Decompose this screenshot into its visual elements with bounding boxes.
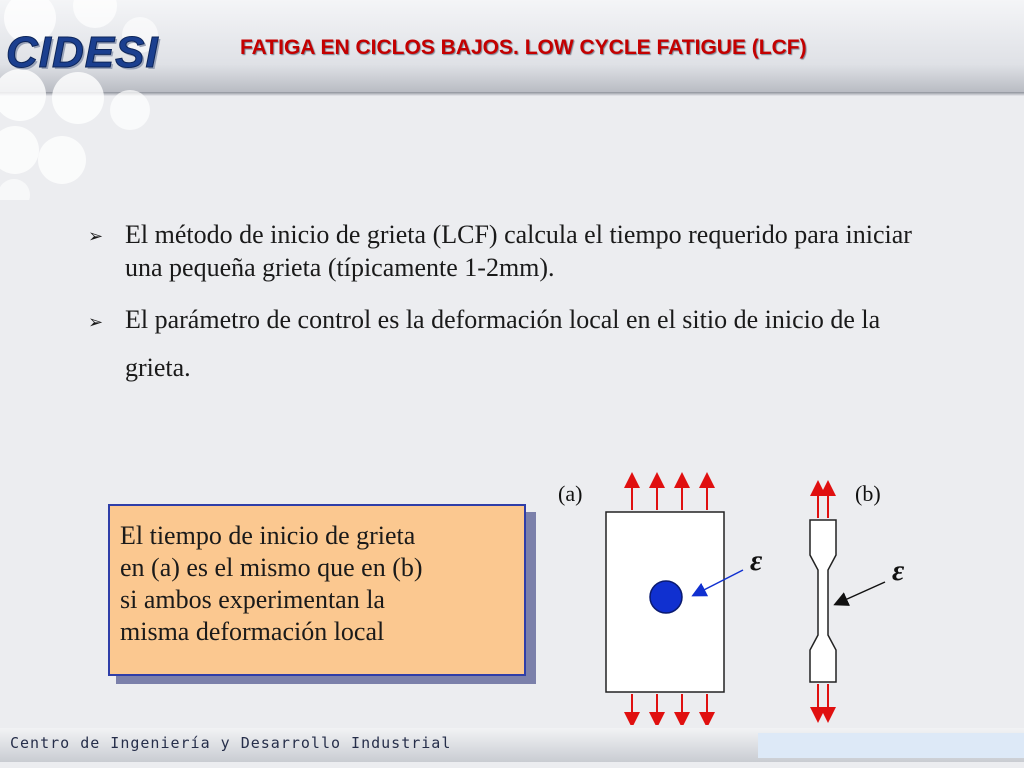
callout-box <box>108 504 526 676</box>
callout-line: si ambos experimentan la <box>120 585 385 614</box>
footer-accent <box>758 733 1024 758</box>
specimen-diagram <box>540 460 960 725</box>
bullet-arrow-icon: ➢ <box>88 226 104 246</box>
dogbone-specimen <box>810 520 836 682</box>
tension-arrows-bottom-a <box>632 694 707 720</box>
bullet-text: El método de inicio de grieta (LCF) calcula el tiempo requerido para iniciar una pequeña grieta (típicamente 1-2mm). <box>125 220 912 282</box>
footer-text: Centro de Ingeniería y Desarrollo Industrial <box>10 734 452 752</box>
bullet-text: El parámetro de control es la deformación local en el sitio de inicio de la grieta. <box>125 305 881 382</box>
strain-label-b: ε <box>892 554 905 587</box>
bullet-list <box>88 218 938 392</box>
cidesi-logo: CIDESI <box>6 28 159 77</box>
bullet-item <box>88 296 938 392</box>
tension-arrows-top-b <box>818 488 828 518</box>
strain-label-a: ε <box>750 544 763 577</box>
callout-line: El tiempo de inicio de grieta <box>120 521 416 550</box>
bullet-arrow-icon: ➢ <box>88 312 104 332</box>
pointer-arrow-b <box>836 582 885 604</box>
tension-arrows-bottom-b <box>818 684 828 715</box>
tension-arrows-top-a <box>632 480 707 510</box>
slide-title: FATIGA EN CICLOS BAJOS. LOW CYCLE FATIGUE (LCF) <box>240 36 807 59</box>
hole-icon <box>650 581 682 613</box>
label-a: (a) <box>558 481 583 506</box>
label-b: (b) <box>855 481 881 506</box>
callout-line: en (a) es el mismo que en (b) <box>120 553 423 582</box>
bullet-item <box>88 218 938 284</box>
callout-line: misma deformación local <box>120 617 385 646</box>
